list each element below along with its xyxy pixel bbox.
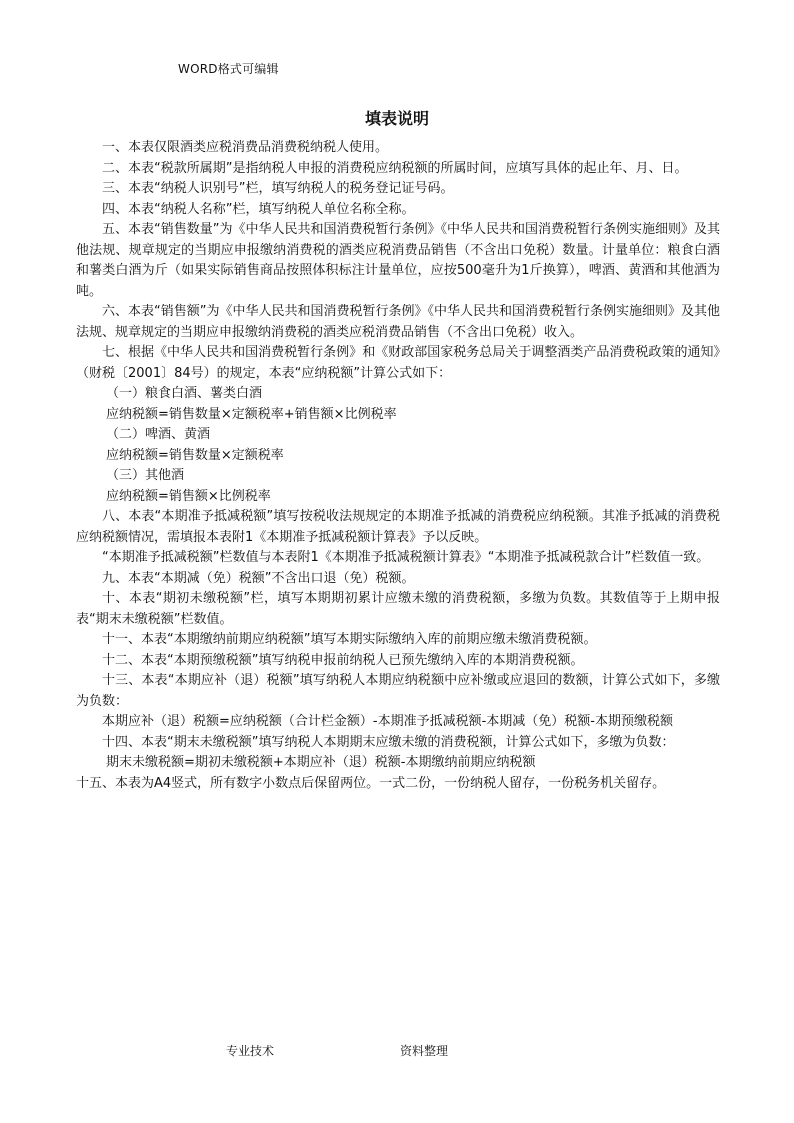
subitem-grain-liquor: （一）粮食白酒、薯类白酒 xyxy=(106,386,263,401)
paragraph-13: 十三、本表“本期应补（退）税额”填写纳税人本期应纳税额中应补缴或应退回的数额，计算公式如下，多缴为负数： xyxy=(76,673,720,709)
paragraph-8-note: “本期准予抵减税额”栏数值与本表附1《本期准予抵减税额计算表》“本期准予抵减税款合计”栏数值一致。 xyxy=(102,550,710,565)
page-title: 填表说明 xyxy=(364,109,429,128)
formula-other-liquor: 应纳税额=销售额×比例税率 xyxy=(106,488,271,504)
paragraph-5: 五、本表“销售数量”为《中华人民共和国消费税暂行条例》《中华人民共和国消费税暂行条例实施细则》及其他法规、规章规定的当期应申报缴纳消费税的酒类应税消费品销售（不含出口免税）数量。计量单位：粮食白酒和薯类白酒为斤（如果实际销售商品按照体积标注计量单位，应按500毫升为1斤换算），啤酒、黄酒和其他酒为吨。 xyxy=(76,222,720,299)
formula-grain-liquor: 应纳税额=销售数量×定额税率+销售额×比例税率 xyxy=(106,406,397,422)
paragraph-11: 十一、本表“本期缴纳前期应纳税额”填写本期实际缴纳入库的前期应缴未缴消费税额。 xyxy=(102,632,597,647)
paragraph-15: 十五、本表为A4竖式，所有数字小数点后保留两位。一式二份，一份纳税人留存，一份税务机关留存。 xyxy=(76,775,666,791)
formula-ending-unpaid: 期末未缴税额=期初未缴税额+本期应补（退）税额-本期缴纳前期应纳税额 xyxy=(106,755,536,770)
paragraph-1: 一、本表仅限酒类应税消费品消费税纳税人使用。 xyxy=(102,140,389,155)
page-header: WORD格式可编辑 xyxy=(178,62,279,76)
subitem-other-liquor: （三）其他酒 xyxy=(106,468,185,483)
paragraph-7: 七、根据《中华人民共和国消费税暂行条例》和《财政部国家税务总局关于调整酒类产品消费税政策的通知》（财税〔2001〕84号）的规定，本表“应纳税额”计算公式如下： xyxy=(76,345,720,381)
paragraph-9: 九、本表“本期减（免）税额”不含出口退（免）税额。 xyxy=(102,570,415,586)
paragraph-14: 十四、本表“期末未缴税额”填写纳税人本期期末应缴未缴的消费税额，计算公式如下，多缴为负数： xyxy=(102,734,675,750)
formula-beer-yellow-wine: 应纳税额=销售数量×定额税率 xyxy=(106,447,284,463)
paragraph-6: 六、本表“销售额”为《中华人民共和国消费税暂行条例》《中华人民共和国消费税暂行条例实施细则》及其他法规、规章规定的当期应申报缴纳消费税的酒类应税消费品销售（不含出口免税）收入。 xyxy=(76,304,720,340)
footer-left: 专业技术 xyxy=(226,1044,275,1058)
paragraph-12: 十二、本表“本期预缴税额”填写纳税申报前纳税人已预先缴纳入库的本期消费税额。 xyxy=(102,652,584,668)
subitem-beer-yellow-wine: （二）啤酒、黄酒 xyxy=(106,427,211,442)
footer-right: 资料整理 xyxy=(400,1044,449,1058)
paragraph-2: 二、本表“税款所属期”是指纳税人申报的消费税应纳税额的所属时间，应填写具体的起止年、月、日。 xyxy=(102,160,688,176)
paragraph-8: 八、本表“本期准予抵减税额”填写按税收法规规定的本期准予抵减的消费税应纳税额。其准予抵减的消费税应纳税额情况，需填报本表附1《本期准予抵减税额计算表》予以反映。 xyxy=(76,509,720,545)
instructions-body xyxy=(76,138,720,794)
paragraph-4: 四、本表“纳税人名称”栏，填写纳税人单位名称全称。 xyxy=(102,201,415,217)
paragraph-10: 十、本表“期初未缴税额”栏，填写本期期初累计应缴未缴的消费税额，多缴为负数。其数值等于上期申报表“期末未缴税额”栏数值。 xyxy=(76,591,720,627)
formula-refund: 本期应补（退）税额=应纳税额（合计栏金额）-本期准予抵减税额-本期减（免）税额-本期预缴税额 xyxy=(102,714,673,729)
paragraph-3: 三、本表“纳税人识别号”栏，填写纳税人的税务登记证号码。 xyxy=(102,181,454,196)
